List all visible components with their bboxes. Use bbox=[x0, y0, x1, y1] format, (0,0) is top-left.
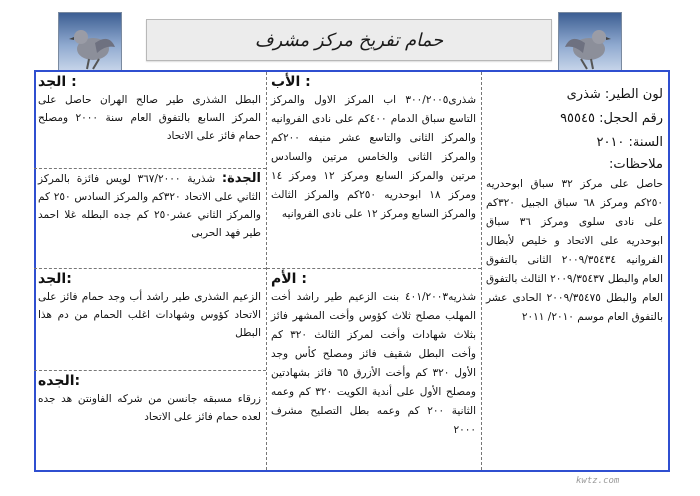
mother-box bbox=[267, 268, 481, 470]
grandmother2-text: زرقاء مسبقه جانسن من شركه الفاونتن هد جده لعده حمام فائز على الاتحاد bbox=[38, 393, 261, 423]
pigeon-icon bbox=[559, 13, 621, 71]
pigeon-icon bbox=[59, 13, 121, 71]
page-title: حمام تفريخ مركز مشرف bbox=[254, 29, 444, 51]
grandmother2-heading: الجده: bbox=[38, 373, 81, 389]
grandfather2-box bbox=[34, 268, 266, 370]
bird-info-column bbox=[482, 72, 668, 470]
page-header bbox=[146, 19, 552, 61]
bird-ring-number: رقم الحجل: ٩٥٥٤٥ bbox=[560, 111, 663, 126]
pigeon-photo-right bbox=[558, 12, 622, 72]
bird-notes: حاصل على مركز ٣٢ سباق ابوحدريه ٢٥٠كم ومركز ٦٨ سباق الجبيل ٣٢٠كم على نادى سلوى ومركز ٣٦ سباق ابوحدريه على الاتحاد و خليص لأبطال الفروانيه ٢٠٠٩/٣٥٤٣٤ الثانى بالتفوق العام والبطل ٢٠٠٩/٣٥٤٣٧ الثالث بالتفوق العام والبطل ٢٠٠٩/٣٥٤٧٥ الحادى عشر بالتفوق العام موسم ٢٠١٠/ ٢٠١١ bbox=[486, 178, 664, 323]
father-box bbox=[267, 72, 481, 268]
pigeon-photo-left bbox=[58, 12, 122, 72]
grandmother1-block bbox=[38, 170, 261, 242]
grandfather1-box bbox=[34, 72, 266, 168]
grandmother1-box bbox=[34, 168, 266, 268]
grandfather1-heading: الجد : bbox=[38, 74, 77, 90]
grandfather1-text: البطل الشذرى طير صالح الهران حاصل على المركز السابع بالتفوق العام سنة ٢٠٠٠ ومصلح حمام فائز على الاتحاد bbox=[38, 94, 261, 142]
grandfather2-heading: الجد: bbox=[38, 271, 72, 287]
grandmother1-text: شذرية ٣٦٧/٢٠٠٠ لويس فائزة بالمركز الثاني على الاتحاد ٣٢٠كم والمركز السادس ٢٥٠ كم والمركز الثاني عشر٢٥٠ كم جده البطله غلا احمد طير فهد الحربى bbox=[38, 173, 261, 239]
father-text: شذرى٣٠٠/٢٠٠٥ اب المركز الاول والمركز التاسع سباق الدمام ٤٠٠كم على نادى الفروانيه والمركز الثانى والتاسع عشر منيفه ٢٠٠كم والمركز الثانى والخامس مرتين والسادس مرتين والمركز السابع ومركز ١٢ ومركز ١٤ ومركز ١٨ ابوحدريه ٢٥٠كم والمركز الثالث والمركز السابع ومركز ١٢ على نادى الفروانيه bbox=[271, 94, 476, 220]
grandparents-column bbox=[34, 72, 266, 470]
bird-year: السنة: ٢٠١٠ bbox=[596, 135, 663, 150]
grandmother1-heading: الجدة: bbox=[221, 171, 262, 186]
mother-text: شذريه٤٠١/٢٠٠٣ بنت الزعيم طير راشد أخت المهلب مصلح ثلاث كؤوس وأخت المشهر فائز بثلاث شهادات وأخت لمركز الثالث ٣٢٠ كم وأخت البطل شقيف فائز ومصلح كأس وجد الأول ٣٢٠ كم وأخت الأزرق ٦٥ فائز بشهادتين ومصلح الأول على أندية الكويت ٣٢٠ كم وعمه الثانية ٢٠٠ كم وعمه بطل التصليح مشرف ٢٠٠٠ bbox=[271, 291, 476, 436]
grandfather2-text: الزعيم الشذرى طير راشد أب وجد حمام فائز على الاتحاد كؤوس وشهادات اغلب الحمام من دم هذا البطل bbox=[38, 291, 261, 339]
notes-label: ملاحظات: bbox=[609, 157, 663, 172]
grandmother2-box bbox=[34, 370, 266, 470]
father-heading: الأب : bbox=[271, 74, 311, 90]
pedigree-frame bbox=[34, 70, 670, 472]
watermark: kwtz.com bbox=[576, 476, 620, 486]
parents-column bbox=[266, 72, 482, 470]
mother-heading: الأم : bbox=[271, 271, 307, 287]
bird-color: لون الطير: شذرى bbox=[566, 87, 663, 102]
bird-info-box bbox=[482, 82, 668, 470]
